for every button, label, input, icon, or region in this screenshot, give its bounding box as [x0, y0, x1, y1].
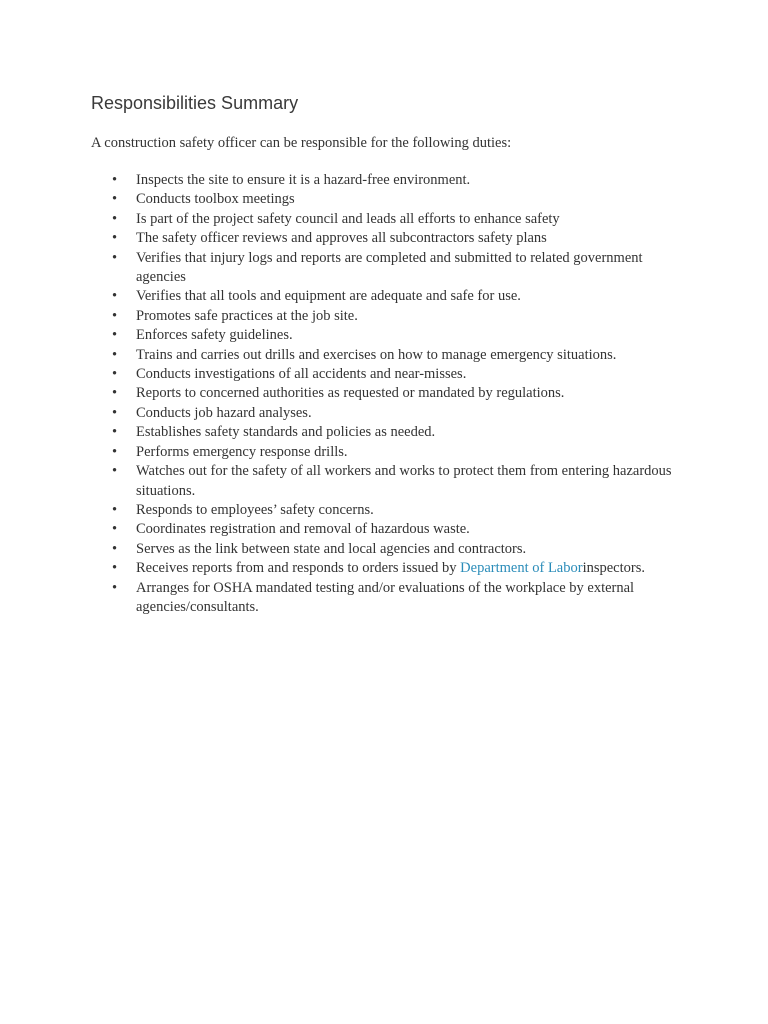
list-item-department-of-labor	[91, 559, 691, 578]
list-item: • Verifies that injury logs and reports are completed and submitted to related government agencies	[91, 249, 691, 288]
list-item: • Performs emergency response drills.	[91, 443, 691, 462]
list-item: • Enforces safety guidelines.	[91, 326, 691, 345]
page-title: Responsibilities Summary	[91, 93, 299, 113]
list-item: • Verifies that all tools and equipment are adequate and safe for use.	[91, 287, 691, 306]
list-item: • Conducts job hazard analyses.	[91, 404, 691, 423]
list-item: • Is part of the project safety council and leads all efforts to enhance safety	[91, 210, 691, 229]
list-item-text-before-link: Receives reports from and responds to orders issued by	[136, 560, 461, 577]
list-item: • Conducts investigations of all accidents and near-misses.	[91, 365, 691, 384]
duties-list	[91, 171, 691, 617]
list-item: • Arranges for OSHA mandated testing and/or evaluations of the workplace by external agencies/consultants.	[91, 579, 691, 618]
list-item: • Inspects the site to ensure it is a hazard-free environment.	[91, 171, 691, 190]
list-item: • Establishes safety standards and policies as needed.	[91, 423, 691, 442]
list-item: • Coordinates registration and removal of hazardous waste.	[91, 520, 691, 539]
list-item: • Reports to concerned authorities as requested or mandated by regulations.	[91, 384, 691, 403]
list-item: • Responds to employees’ safety concerns.	[91, 501, 691, 520]
list-item: • Serves as the link between state and local agencies and contractors.	[91, 540, 691, 559]
intro-paragraph: A construction safety officer can be responsible for the following duties:	[91, 135, 512, 151]
list-item-text-after-link: inspectors.	[582, 560, 645, 577]
list-item: • Conducts toolbox meetings	[91, 190, 691, 209]
department-of-labor-link[interactable]: Department of Labor	[460, 560, 583, 577]
list-item: • Promotes safe practices at the job site.	[91, 307, 691, 326]
list-item: • Watches out for the safety of all workers and works to protect them from entering hazardous situations.	[91, 462, 691, 501]
list-item: • The safety officer reviews and approves all subcontractors safety plans	[91, 229, 691, 248]
list-item: • Trains and carries out drills and exercises on how to manage emergency situations.	[91, 346, 691, 365]
